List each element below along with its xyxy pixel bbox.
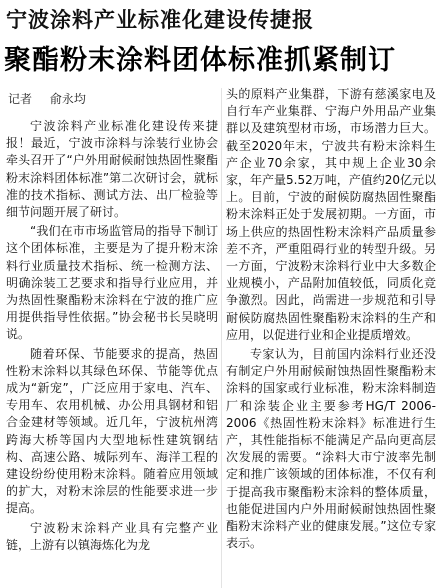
byline-author-name: 俞永均 — [49, 92, 86, 106]
article-kicker: 宁波涂料产业标准化建设传捷报 — [6, 7, 314, 32]
byline-role: 记者 — [8, 92, 33, 106]
paragraph: 宁波粉末涂料产业具有完整产业链，上游有以镇海炼化为龙 — [6, 520, 218, 552]
column-divider — [221, 88, 222, 588]
paragraph: 专家认为，目前国内涂料行业还没有制定户外用耐候耐蚀热固性聚酯粉末涂料的国家或行业标准，粉末涂料制造厂和涂装企业主要参考HG/T 2006-2006《热固性粉末涂料》标准进行生产，其性能指标不能满足产品向更高层次发展的需要。“涂料大市宁波率先制定和推广该领域的团体标准，不仅有利于提高我市聚酯粉末涂料的整体质量，也能促进国内户外用耐候耐蚀热固性聚酯粉末涂料产业的健康发展。”这位专家表示。 — [226, 347, 436, 551]
paragraph: 宁波涂料产业标准化建设传来捷报！最近，宁波市涂料与涂装行业协会牵头召开了“户外用耐候耐蚀热固性聚酯粉末涂料团体标准”第二次研讨会，就标准的技术指标、测试方法、出厂检验等细节问题开展了研讨。 — [6, 119, 218, 220]
paragraph: 随着环保、节能要求的提高，热固性粉末涂料以其绿色环保、节能等优点成为“新宠”，广泛应用于家电、汽车、专用车、农用机械、办公用具钢材和铝合金建材等领域。近几年，宁波杭州湾跨海大桥等国内大型地标性建筑钢结构、高速公路、城际列车、海洋工程的建设纷纷使用粉末涂料。随着应用领域的扩大，对粉末涂层的性能要求进一步提高。 — [6, 346, 218, 516]
paragraph-continued: 头的原料产业集群，下游有慈溪家电及自行车产业集群、宁海户外用品产业集群以及建筑型材市场，市场潜力巨大。截至2020年末，宁波共有粉末涂料生产企业70余家，其中规上企业30余家，年产量5.52万吨，产值约20亿元以上。目前，宁波的耐候防腐热固性聚酯粉末涂料正处于发展初期。一方面，市场上供应的热固性粉末涂料产品质量参差不齐，严重阻碍行业的转型升级。另一方面，宁波粉末涂料行业中大多数企业规模小，产品附加值较低，同质化竞争激烈。因此，尚需进一步规范和引导耐候防腐热固性聚酯粉末涂料的生产和应用，以促进行业和企业提质增效。 — [226, 87, 436, 342]
article-right-column — [226, 86, 436, 554]
article-headline: 聚酯粉末涂料团体标准抓紧制订 — [4, 45, 396, 76]
article-left-column — [6, 118, 218, 556]
paragraph: “我们在市市场监管局的指导下制订这个团体标准，主要是为了提升粉末涂料行业质量技术指标、统一检测方法、明确涂装工艺要求和指导行业应用，并为热固性聚酯粉末涂料在宁波的推广应用提供指导性依据。”协会秘书长吴晓明说。 — [6, 224, 218, 342]
article-byline — [8, 90, 86, 107]
